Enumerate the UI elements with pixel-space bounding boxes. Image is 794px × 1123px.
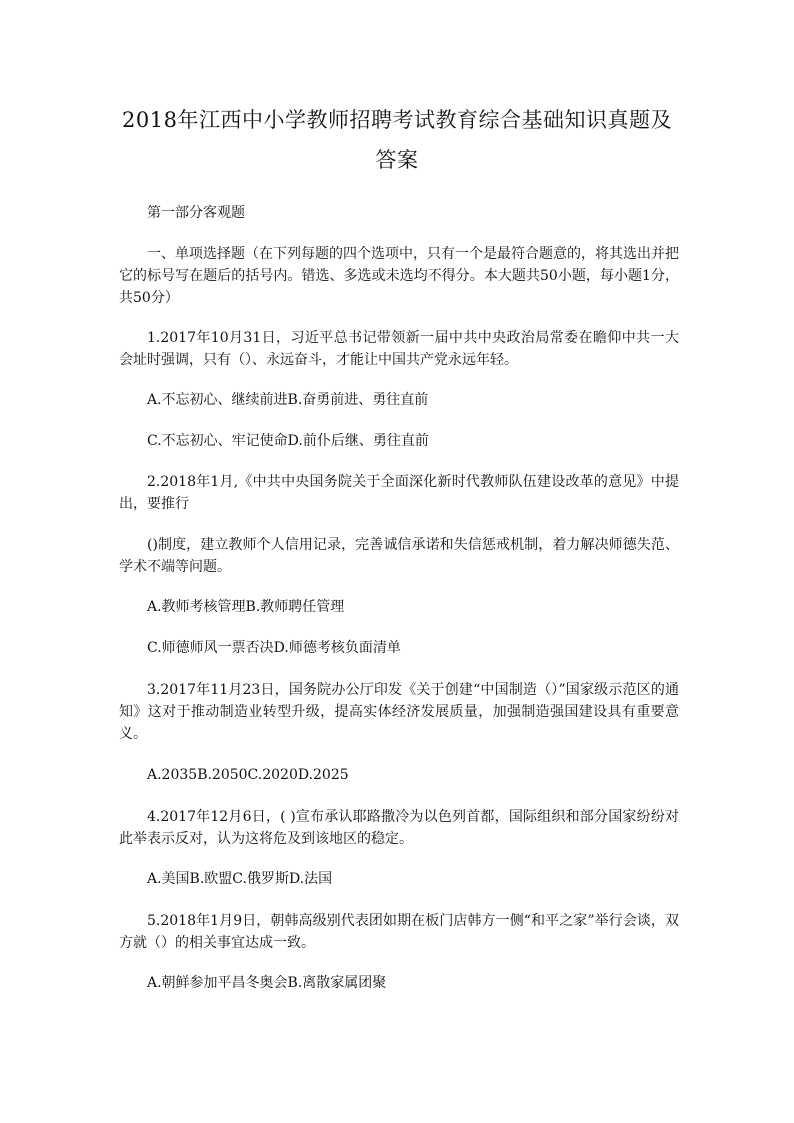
question-2-stem-continued: ()制度，建立教师个人信用记录，完善诚信承诺和失信惩戒机制，着力解决师德失范、学术不端等问题。 — [119, 537, 679, 575]
instructions-paragraph: 一、单项选择题（在下列每题的四个选项中，只有一个是最符合题意的，将其选出并把它的标号写在题后的括号内。错选、多选或未选均不得分。本大题共50小题，每小题1分，共50分） — [119, 246, 679, 306]
question-3-stem: 3.2017年11月23日，国务院办公厅印发《关于创建“中国制造（）”国家级示范区的通知》这对于推动制造业转型升级，提高实体经济发展质量，加强制造强国建设具有重要意义。 — [119, 682, 679, 742]
question-3-options: A.2035B.2050C.2020D.2025 — [147, 767, 349, 783]
question-5-options-ab: A.朝鲜参加平昌冬奥会B.离散家属团聚 — [147, 975, 387, 991]
question-4-options: A.美国B.欧盟C.俄罗斯D.法国 — [147, 871, 333, 887]
question-5-stem: 5.2018年1月9日，朝韩高级别代表团如期在板门店韩方一侧“和平之家”举行会谈，双方就（）的相关事宜达成一致。 — [119, 913, 679, 951]
question-2-stem: 2.2018年1月,《中共中央国务院关于全面深化新时代教师队伍建设改革的意见》中提出，要推行 — [119, 474, 679, 512]
document-title-line-1: 2018年江西中小学教师招聘考试教育综合基础知识真题及 — [122, 108, 672, 132]
question-2-options-ab: A.教师考核管理B.教师聘任管理 — [147, 599, 345, 615]
question-1-options-ab: A.不忘初心、继续前进B.奋勇前进、勇往直前 — [147, 392, 429, 408]
question-1-options-cd: C.不忘初心、牢记使命D.前仆后继、勇往直前 — [147, 433, 429, 449]
question-2-options-cd: C.师德师风一票否决D.师德考核负面清单 — [147, 640, 401, 656]
question-1-stem: 1.2017年10月31日，习近平总书记带领新一届中共中央政治局常委在瞻仰中共一大会址时强调，只有（）、永远奋斗，才能让中国共产党永远年轻。 — [119, 330, 679, 368]
document-title-line-2: 答案 — [375, 148, 419, 172]
question-4-stem: 4.2017年12月6日，( )宣布承认耶路撒冷为以色列首都，国际组织和部分国家纷纷对此举表示反对，认为这将危及到该地区的稳定。 — [119, 809, 679, 847]
section-heading: 第一部分客观题 — [147, 205, 245, 221]
